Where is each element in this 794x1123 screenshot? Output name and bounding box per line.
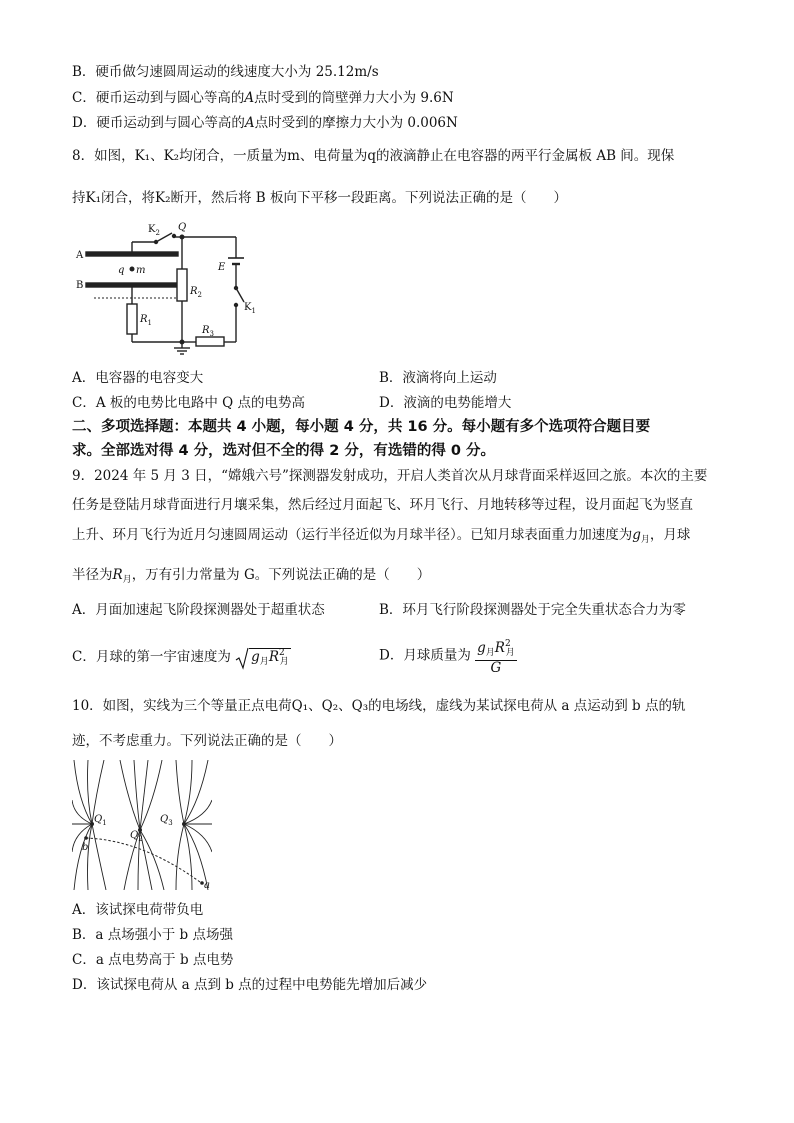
q10-option-a: A．该试探电荷带负电 xyxy=(72,902,204,918)
section2-heading-line1: 二、多项选择题：本题共 4 小题，每小题 4 分，共 16 分。每小题有多个选项符合题目要 xyxy=(72,419,651,435)
q9-stem-line1: 9．2024 年 5 月 3 日，“嫦娥六号”探测器发射成功，开启人类首次从月球背面采样返回之旅。本次的主要 xyxy=(72,468,708,484)
sqrt-expression: $g_月R^2_月$ xyxy=(235,644,291,671)
q9-stem-line4: 半径为$R_月$，万有引力常量为 G。下列说法正确的是（ ） xyxy=(72,567,431,585)
point-a-label: a xyxy=(204,880,210,890)
r1-label: $R_1$ xyxy=(140,314,152,327)
plate-b-label: B xyxy=(76,280,84,291)
r3-label: $R_3$ xyxy=(202,325,214,338)
q2-label: $Q_2$ xyxy=(130,830,143,843)
droplet-m-label: m xyxy=(136,265,146,276)
q9-option-a: A．月面加速起飞阶段探测器处于超重状态 xyxy=(72,602,325,618)
mass-fraction: $\frac{g_月R^2_月}{G}$ xyxy=(477,639,515,676)
q8-option-d: D．液滴的电势能增大 xyxy=(379,395,512,411)
plate-a-label: A xyxy=(76,250,84,261)
q8-option-c: C．A 板的电势比电路中 Q 点的电势高 xyxy=(72,395,306,411)
q8-stem-line1: 8．如图，K₁、K₂均闭合，一质量为m、电荷量为q的液滴静止在电容器的两平行金属板 AB 间。现保 xyxy=(72,148,675,164)
q10-option-b: B．a 点场强小于 b 点场强 xyxy=(72,927,233,943)
q9-option-d: D．月球质量为 $\frac{g_月R^2_月}{G}$ xyxy=(379,639,515,676)
q9-option-c: C．月球的第一宇宙速度为 $g_月R^2_月$ xyxy=(72,644,291,671)
k2-label: $K_2$ xyxy=(148,224,160,237)
q9-stem-line2: 任务是登陆月球背面进行月壤采集，然后经过月面起飞、环月飞行、月地转移等过程，设月面起飞为竖直 xyxy=(72,497,693,513)
q8-option-a: A．电容器的电容变大 xyxy=(72,370,204,386)
r2-label: $R_2$ xyxy=(190,286,202,299)
q8-option-b: B．液滴将向上运动 xyxy=(379,370,497,386)
q9-stem-line3: 上升、环月飞行为近月匀速圆周运动（运行半径近似为月球半径）。已知月球表面重力加速度为$g_月$，月球 xyxy=(72,527,691,545)
section2-heading-line2: 求。全部选对得 4 分，选对但不全的得 2 分，有选错的得 0 分。 xyxy=(72,443,496,459)
q10-field-figure xyxy=(72,760,212,890)
q7-option-c: C．硬币运动到与圆心等高的A点时受到的筒壁弹力大小为 9.6N xyxy=(72,90,454,106)
q10-stem-line1: 10．如图，实线为三个等量正点电荷Q₁、Q₂、Q₃的电场线，虚线为某试探电荷从 a 点运动到 b 点的轨 xyxy=(72,698,686,714)
q1-label: $Q_1$ xyxy=(94,814,107,827)
q10-option-c: C．a 点电势高于 b 点电势 xyxy=(72,952,234,968)
q9-option-b: B．环月飞行阶段探测器处于完全失重状态合力为零 xyxy=(379,602,686,618)
q10-option-d: D．该试探电荷从 a 点到 b 点的过程中电势能先增加后减少 xyxy=(72,977,428,993)
q3-label: $Q_3$ xyxy=(160,814,173,827)
emf-label: E xyxy=(218,262,226,273)
q7-option-b: B．硬币做匀速圆周运动的线速度大小为 25.12m/s xyxy=(72,64,379,80)
point-b-label: b xyxy=(82,842,89,853)
q8-circuit-figure xyxy=(72,214,270,368)
q10-stem-line2: 迹，不考虑重力。下列说法正确的是（ ） xyxy=(72,733,342,749)
q8-stem-line2: 持K₁闭合，将K₂断开，然后将 B 板向下平移一段距离。下列说法正确的是（ ） xyxy=(72,190,567,206)
k1-label: $K_1$ xyxy=(244,302,256,315)
q-point-label: Q xyxy=(178,222,187,233)
q7-option-d: D．硬币运动到与圆心等高的A点时受到的摩擦力大小为 0.006N xyxy=(72,115,458,131)
droplet-q-label: q xyxy=(118,265,125,276)
